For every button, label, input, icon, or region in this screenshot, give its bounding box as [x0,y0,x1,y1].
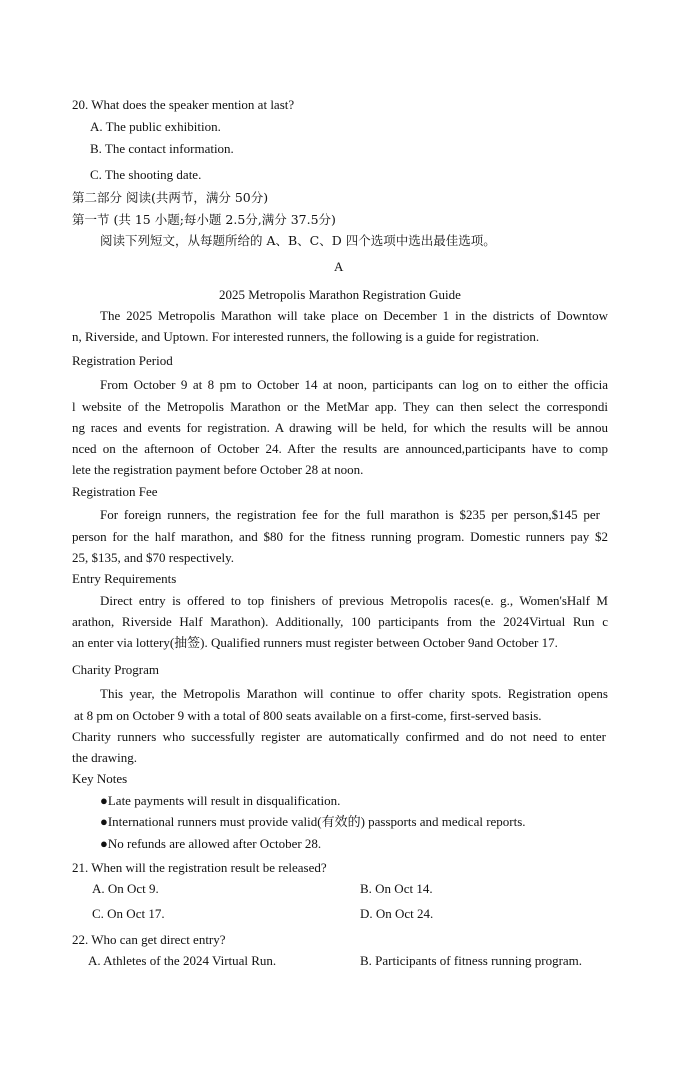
question-20-option-b: B. The contact information. [90,141,234,156]
paragraph-line: For foreign runners, the registration fee for the full marathon is $235 per person,$145 per [100,507,600,522]
intro-line: n, Riverside, and Uptown. For interested runners, the following is a guide for registration. [72,329,540,344]
intro-line: The 2025 Metropolis Marathon will take place on December 1 in the districts of Downtow [100,308,608,323]
paragraph-line: the drawing. [72,750,137,765]
passage-letter: A [334,259,344,274]
question-21-option-b: B. On Oct 14. [360,881,433,896]
paragraph-line: person for the half marathon, and $80 for the fitness running program. Domestic runners pay $2 [72,529,608,544]
section-heading-registration-fee: Registration Fee [72,484,158,499]
paragraph-line: 25, $135, and $70 respectively. [72,550,234,565]
question-21-option-c: C. On Oct 17. [92,906,165,921]
question-21-option-d: D. On Oct 24. [360,906,434,921]
section-heading-entry-requirements: Entry Requirements [72,571,177,586]
question-21-stem: 21. When will the registration result be released? [72,860,327,875]
question-22-option-b: B. Participants of fitness running program. [360,953,583,968]
question-21-option-a: A. On Oct 9. [92,881,159,896]
key-note-item: ●Late payments will result in disqualification. [100,793,341,808]
paragraph-line: at 8 pm on October 9 with a total of 800 seats available on a first-come, first-served basis. [74,708,542,723]
reading-instruction: 阅读下列短文，从每题所给的 A、B、C、D 四个选项中选出最佳选项。 [100,233,496,248]
paragraph-line: arathon, Riverside Half Marathon). Additionally, 100 participants from the 2024Virtual Run c [72,614,608,629]
question-22-stem: 22. Who can get direct entry? [72,932,226,947]
section1-header: 第一节 (共 15 小题;每小题 2.5分,满分 37.5分) [72,212,336,227]
passage-title: 2025 Metropolis Marathon Registration Guide [219,287,461,302]
question-20-stem: 20. What does the speaker mention at last? [72,97,295,112]
part2-header: 第二部分 阅读(共两节，满分 50分) [72,190,269,205]
key-note-item: ●International runners must provide valid(有效的) passports and medical reports. [100,814,526,829]
section-heading-charity-program: Charity Program [72,662,160,677]
section-heading-key-notes: Key Notes [72,771,128,786]
paragraph-line: Charity runners who successfully register are automatically confirmed and do not need to enter [72,729,606,744]
paragraph-line: ng races and events for registration. A drawing will be held, for which the results will be annou [72,420,608,435]
paragraph-line: Direct entry is offered to top finishers of previous Metropolis races(e. g., Women'sHalf M [100,593,608,608]
paragraph-line: l website of the Metropolis Marathon or the MetMar app. They can then select the correspondi [72,399,608,414]
paragraph-line: lete the registration payment before October 28 at noon. [72,462,364,477]
paragraph-line: an enter via lottery(抽签). Qualified runners must register between October 9and October 17. [72,635,558,650]
paragraph-line: This year, the Metropolis Marathon will continue to offer charity spots. Registration opens [100,686,608,701]
question-22-option-a: A. Athletes of the 2024 Virtual Run. [88,953,277,968]
paragraph-line: nced on the afternoon of October 24. After the results are announced,participants have to comp [72,441,608,456]
question-20-option-a: A. The public exhibition. [90,119,221,134]
question-20-option-c: C. The shooting date. [90,167,202,182]
section-heading-registration-period: Registration Period [72,353,173,368]
key-note-item: ●No refunds are allowed after October 28. [100,836,322,851]
paragraph-line: From October 9 at 8 pm to October 14 at noon, participants can log on to either the officia [100,377,608,392]
